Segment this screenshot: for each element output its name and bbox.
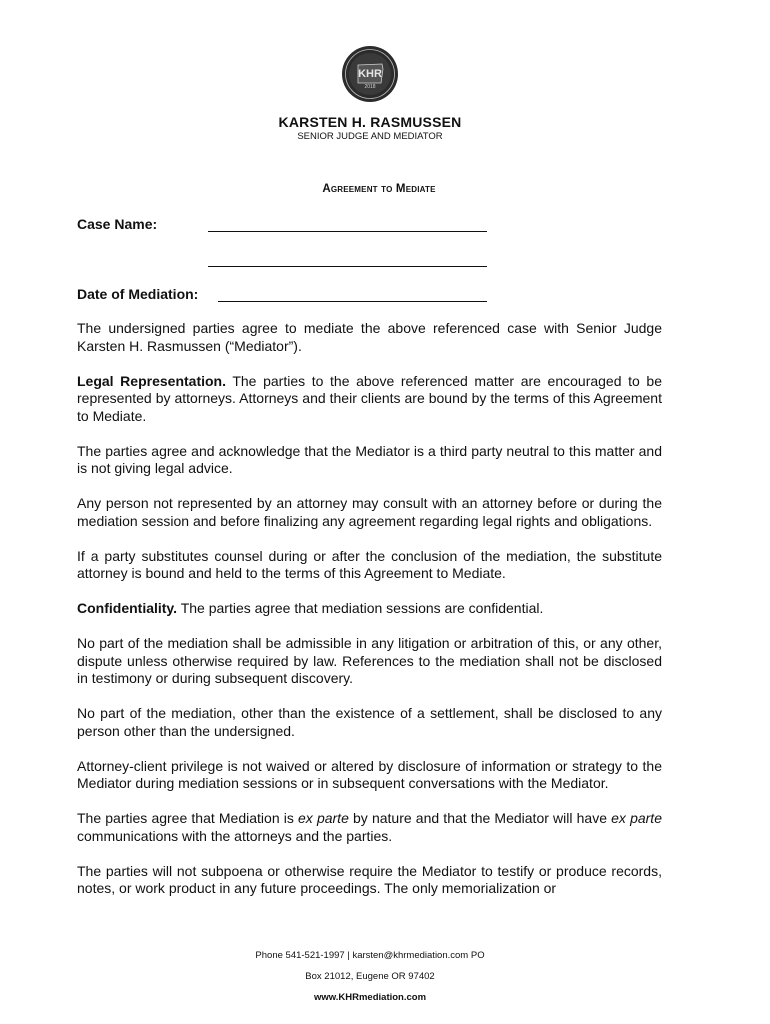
paragraph-legal-representation: Legal Representation. The parties to the above referenced matter are encouraged to be represented by attorneys. Attorneys and their clients are bound by the terms of this Agreement to Mediate. bbox=[77, 372, 662, 424]
paragraph-unrepresented-person: Any person not represented by an attorney may consult with an attorney before or during the mediation session and before finalizing any agreement regarding legal rights and obligations. bbox=[77, 495, 662, 529]
case-name-label: Case Name: bbox=[77, 216, 158, 232]
paragraph-privilege: Attorney-client privilege is not waived or altered by disclosure of information or strategy to the Mediator during mediation sessions or in subsequent conversations with the Mediator. bbox=[77, 757, 662, 791]
footer-website[interactable]: www.KHRmediation.com bbox=[313, 992, 427, 1003]
paragraph-intro: The undersigned parties agree to mediate the above referenced case with Senior Judge Karsten H. Rasmussen (“Mediator”). bbox=[77, 320, 662, 354]
paragraph-no-subpoena: The parties will not subpoena or otherwise require the Mediator to testify or produce records, notes, or work product in any future proceedings. The only memorialization or bbox=[77, 862, 662, 896]
footer-contact-line-2: Box 21012, Eugene OR 97402 bbox=[305, 971, 435, 982]
date-of-mediation-label: Date of Mediation: bbox=[77, 286, 199, 302]
paragraph-third-party-neutral: The parties agree and acknowledge that the Mediator is a third party neutral to this matter and is not giving legal advice. bbox=[77, 442, 662, 476]
date-of-mediation-line[interactable] bbox=[218, 301, 487, 302]
mediator-title: SENIOR JUDGE AND MEDIATOR bbox=[297, 131, 443, 142]
case-name-line-1[interactable] bbox=[208, 231, 487, 232]
paragraph-non-disclosure: No part of the mediation, other than the existence of a settlement, shall be disclosed to any person other than the undersigned. bbox=[77, 705, 662, 739]
svg-text:KHR: KHR bbox=[358, 68, 382, 80]
paragraph-inadmissibility: No part of the mediation shall be admissible in any litigation or arbitration of this, or any other, dispute unless otherwise required by law. References to the mediation shall not be disclosed in testimony or during subsequent discovery. bbox=[77, 635, 662, 686]
svg-text:2018: 2018 bbox=[364, 84, 376, 90]
khr-seal-logo bbox=[341, 45, 399, 103]
legal-representation-heading: Legal Representation. bbox=[77, 372, 226, 389]
paragraph-substitute-counsel: If a party substitutes counsel during or after the conclusion of the mediation, the substitute attorney is bound and held to the terms of this Agreement to Mediate. bbox=[77, 547, 662, 581]
mediator-name: KARSTEN H. RASMUSSEN bbox=[278, 114, 462, 130]
confidentiality-heading: Confidentiality. bbox=[77, 600, 178, 616]
paragraph-confidentiality: Confidentiality. The parties agree that mediation sessions are confidential. bbox=[77, 600, 544, 616]
agreement-body bbox=[77, 320, 662, 915]
case-name-line-2[interactable] bbox=[208, 266, 487, 267]
document-title: Agreement to Mediate bbox=[322, 183, 436, 195]
footer-contact-line-1: Phone 541-521-1997 | karsten@khrmediation.com PO bbox=[255, 950, 485, 961]
paragraph-ex-parte: The parties agree that Mediation is ex parte by nature and that the Mediator will have ex parte communications with the attorneys and the parties. bbox=[77, 810, 662, 844]
